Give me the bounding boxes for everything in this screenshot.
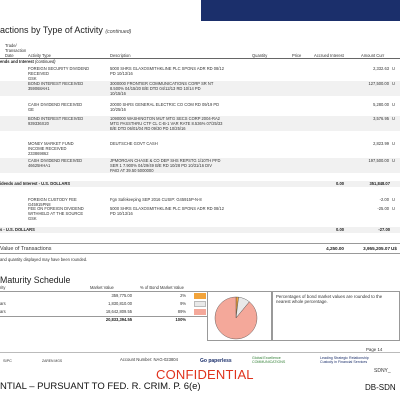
row-description: 10/25/16 xyxy=(110,106,126,112)
fee-activity: GSK xyxy=(28,215,37,221)
maturity-title: Maturity Schedule xyxy=(0,275,71,285)
col-activity-type: Activity Type xyxy=(28,53,51,58)
row-currency: U xyxy=(392,116,395,121)
row-activity: MONEY MARKET FUND xyxy=(28,141,74,146)
row-description: 3000000 FRONTIER COMMUNICATIONS CORP SR NT xyxy=(110,81,214,86)
footer-small-left-2: ZAREN MGS xyxy=(42,359,63,363)
total-rule-bottom xyxy=(0,253,400,254)
exception-a: SDNY_ xyxy=(374,368,391,374)
pie-slice xyxy=(215,297,257,339)
row-currency: U xyxy=(392,158,395,163)
fee-activity: G45915PN8 xyxy=(28,201,51,207)
fee-description: Fgn Safekeeping SEP 2016 CUSIP: G45915P-N-8 xyxy=(110,197,202,202)
maturity-swatch-1 xyxy=(194,293,206,299)
row-currency: U xyxy=(392,141,395,146)
total-value-currency: U$ xyxy=(391,246,397,251)
fee-description: PD 10/13/16 xyxy=(110,210,133,216)
row-currency: U xyxy=(392,66,395,71)
subtotal-dividends-amount: 351,848.07 xyxy=(369,181,390,186)
row-amount: 127,500.00 xyxy=(368,81,389,86)
row-amount: 197,500.00 xyxy=(368,158,389,163)
subtotal-fees-accrued: 0.00 xyxy=(336,227,344,232)
paperless-logo: Go paperless xyxy=(200,358,232,364)
row-activity: FOREIGN SECURITY DIVIDEND xyxy=(28,66,90,71)
fee-amount: -2.00 xyxy=(379,197,389,202)
row-activity: 359068AH1 xyxy=(28,85,50,91)
total-value-label: Value of Transactions xyxy=(0,246,52,252)
subtotal-dividends-label: idends and Interest - U.S. DOLLARS xyxy=(0,181,71,186)
col-description: Description xyxy=(110,53,131,58)
account-number: Account Number: NAG-023804 xyxy=(120,357,178,362)
subtotal-dividends-accrued: 0.00 xyxy=(336,181,344,186)
green-logo: Global Excellence COMMUNICATIONS xyxy=(252,356,286,365)
row-description: DEUTSCHE GOVT CASH xyxy=(110,141,158,146)
row-description: SER 1 7.900% 04/29/49 B/E RD 10/28 PD 10/31/16 DIV xyxy=(110,162,212,168)
row-description: 8.500% 04/15/20 B/E DTD 04/12/13 RD 10/14 PD xyxy=(110,85,201,91)
row-activity: RECEIVED xyxy=(28,70,49,76)
row-description: 5000 SHRS GLAXOSMITHKLINE PLC SPONS ADR RD 08/12 xyxy=(110,66,224,71)
row-activity: CASH DIVIDEND RECEIVED xyxy=(28,102,83,107)
col-quantity: Quantity xyxy=(252,53,268,58)
row-activity: INCOME RECEIVED xyxy=(28,145,67,151)
rounding-note: and quantity displayed may have been rounded. xyxy=(0,257,88,262)
maturity-value: 1,830,810.00 xyxy=(108,300,132,306)
col-trade: Trade/ Transaction Date xyxy=(5,43,27,58)
row-currency: U xyxy=(392,102,395,107)
maturity-label: ars xyxy=(0,308,6,314)
row-activity: 233869862 xyxy=(28,150,49,156)
fee-activity: FEE ON FOREIGN DIVIDEND xyxy=(28,206,84,211)
row-description: 20000 SHRS GENERAL ELECTRIC CO COM RD 09/19 PD xyxy=(110,102,220,107)
col-price: Price xyxy=(292,53,302,58)
row-description: 10/15/16 xyxy=(110,90,126,96)
header-rule xyxy=(0,58,400,59)
subtotal-fees-amount: -27.00 xyxy=(378,227,390,232)
row-activity: BOND INTEREST RECEIVED xyxy=(28,116,84,121)
page-number: Page 14 xyxy=(366,347,383,352)
row-amount: 3,576.95 xyxy=(373,116,389,121)
maturity-col-maturity: rity xyxy=(0,285,6,290)
total-rule-top xyxy=(0,243,400,244)
maturity-swatch-2 xyxy=(194,301,206,307)
row-amount: 2,823.99 xyxy=(373,141,389,146)
confidential-stamp: CONFIDENTIAL xyxy=(156,367,254,382)
row-description: JPMORGAN CHASE & CO DEP SHS REPSTG 1/10TH PFD xyxy=(110,158,221,163)
maturity-total-pct: 100% xyxy=(175,317,186,322)
group-header-dividends: ends and Interest (continued) xyxy=(0,59,56,64)
fee-activity: FOREIGN CUSTODY FEE xyxy=(28,197,77,202)
fee-currency: U xyxy=(392,197,395,202)
award-logo: Leading Strategic Relationship Custody in Financial Services xyxy=(320,356,369,365)
row-activity: CASH DIVIDEND RECEIVED xyxy=(28,158,83,163)
total-value-amount: 3,955,205.07 xyxy=(363,246,390,251)
row-description: 1090000 WASHINGTON MUT MTG SECS CORP 2004-RA2 xyxy=(110,116,220,121)
maturity-total-value: 20,833,394.55 xyxy=(105,317,132,322)
row-activity: GE xyxy=(28,106,34,112)
maturity-pie-box xyxy=(207,291,272,341)
row-activity: 46625HHA1 xyxy=(28,162,51,168)
maturity-pie-chart xyxy=(208,292,273,342)
total-value-accrued: 4,250.00 xyxy=(326,246,344,251)
fee-currency: U xyxy=(392,206,395,211)
maturity-value: 359,775.00 xyxy=(111,292,132,298)
exception-b: DB-SDN xyxy=(365,383,396,392)
maturity-note: Percentages of bond market values are rounded to the nearest whole percentage. xyxy=(276,294,383,305)
row-amount: 5,280.00 xyxy=(373,102,389,107)
fee-activity: WITHHELD AT THE SOURCE xyxy=(28,210,84,216)
subtotal-fees-label: s - U.S. DOLLARS xyxy=(0,227,35,232)
maturity-pct: 2% xyxy=(180,292,186,298)
row-currency: U xyxy=(392,81,395,86)
row-description: MTG PASSTHRU CTF CL C-B-1 VAR RATE 8.536% 07/25/33 xyxy=(110,120,223,126)
footer-rule xyxy=(0,352,400,353)
fee-amount: -25.00 xyxy=(377,206,389,211)
maturity-value: 18,642,809.55 xyxy=(105,308,132,314)
maturity-pct: 89% xyxy=(177,308,186,314)
maturity-swatch-3 xyxy=(194,309,206,315)
maturity-label: ars xyxy=(0,300,6,306)
row-activity: BOND INTEREST RECEIVED xyxy=(28,81,84,86)
row-activity: 939336X20 xyxy=(28,120,49,126)
maturity-col-market-value: Market Value xyxy=(90,285,114,290)
footer-small-left: SIPC xyxy=(3,359,12,363)
row-description: PD 10/13/16 xyxy=(110,70,133,76)
confidential-legend: NTIAL – PURSUANT TO FED. R. CRIM. P. 6(e) xyxy=(0,381,201,392)
maturity-col-pct: % of Bond Market Value xyxy=(140,285,184,290)
row-activity: GSK xyxy=(28,75,37,81)
maturity-pct: 9% xyxy=(180,300,186,306)
fee-description: 5000 SHRS GLAXOSMITHKLINE PLC SPONS ADR RD 08/12 xyxy=(110,206,224,211)
row-description: PAID AT 39.50 5000000 xyxy=(110,167,154,173)
header-blue-bar xyxy=(201,0,400,21)
row-description: B/E DTD 06/01/04 RD 09/30 PD 10/25/16 xyxy=(110,125,186,131)
col-amount-currency: Amount Curr xyxy=(361,53,385,58)
row-amount: 2,332.63 xyxy=(373,66,389,71)
col-accrued-interest: Accrued Interest xyxy=(314,53,344,58)
page-title: actions by Type of Activity (continued) xyxy=(0,25,132,35)
